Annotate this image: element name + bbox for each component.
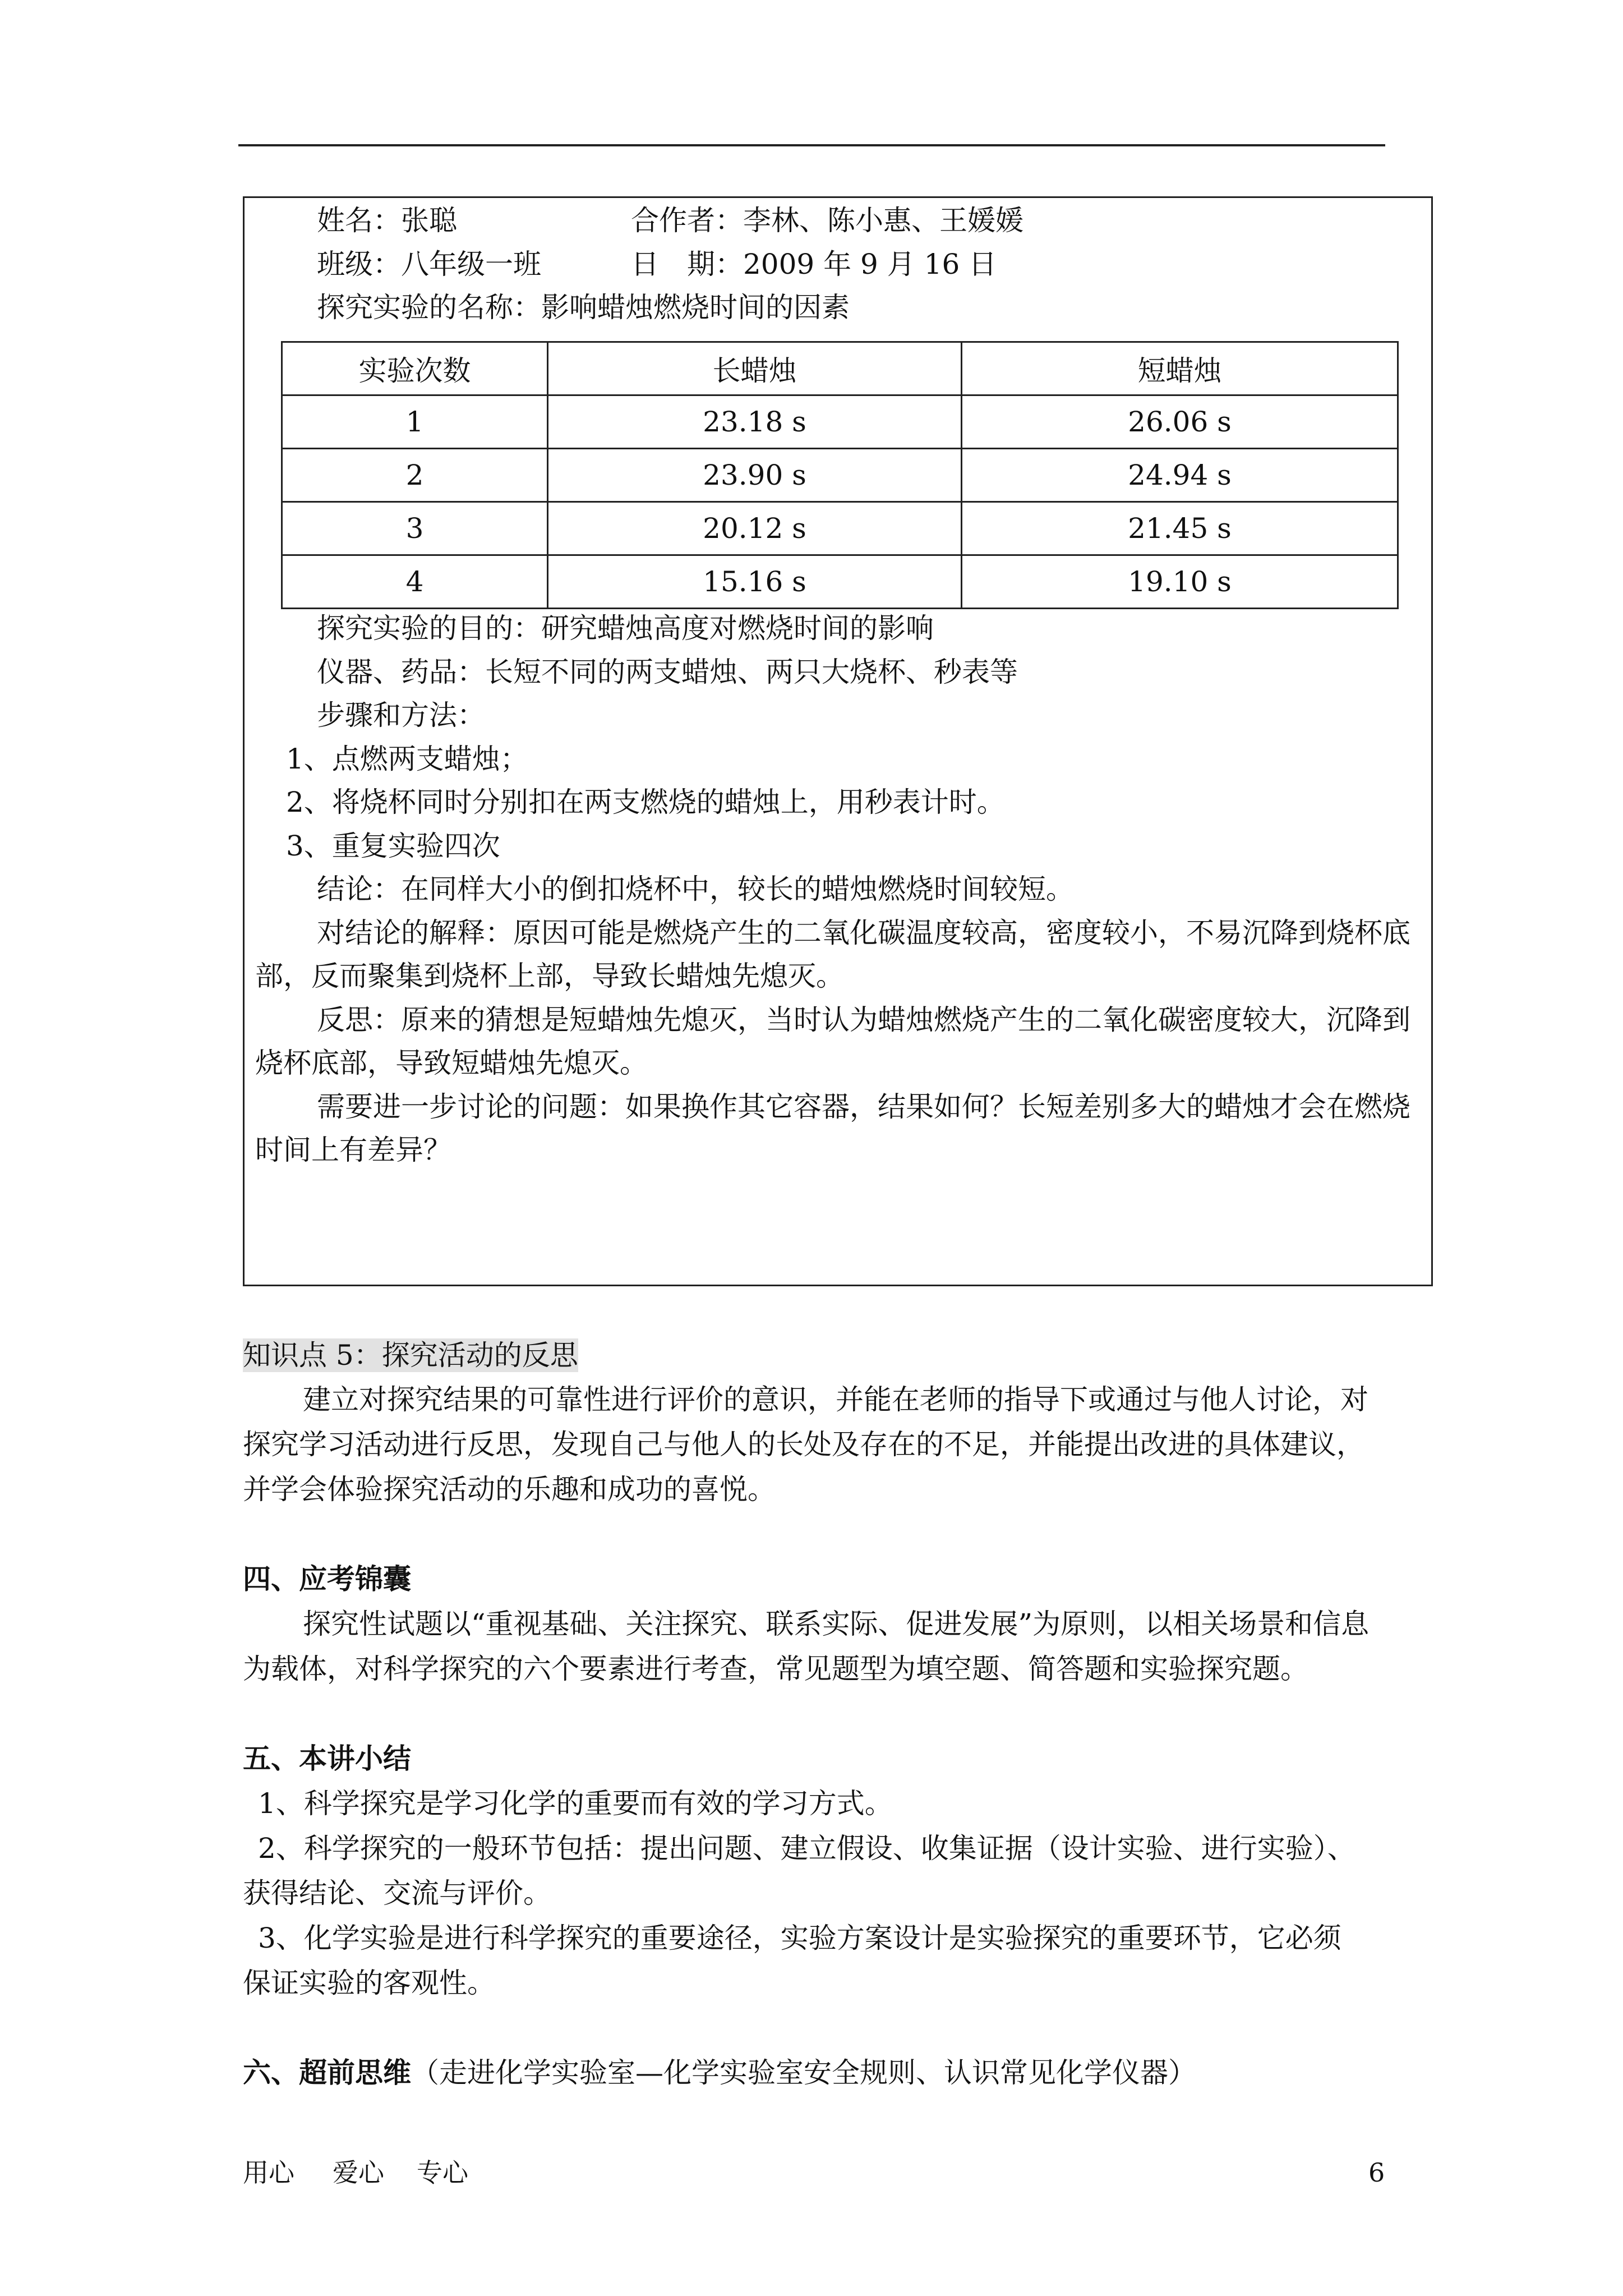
table-row: [282, 555, 1398, 609]
table-cell: 23.18 s: [548, 395, 962, 449]
table-cell: 15.16 s: [548, 555, 962, 609]
report-step: 2、将烧杯同时分别扣在两支燃烧的蜡烛上，用秒表计时。: [286, 786, 1005, 818]
table-cell: 19.10 s: [962, 555, 1398, 609]
table-cell: 24.94 s: [962, 449, 1398, 502]
table-row: [282, 449, 1398, 502]
results-table: [281, 341, 1399, 609]
table-header-cell: 实验次数: [282, 342, 548, 395]
report-partners: 合作者：李林、陈小惠、王媛媛: [631, 204, 1023, 237]
report-date: 日 期：2009 年 9 月 16 日: [631, 248, 997, 280]
report-step: 3、重复实验四次: [286, 830, 500, 862]
table-header-cell: 长蜡烛: [548, 342, 962, 395]
summary-line: 保证实验的客观性。: [243, 1967, 495, 1999]
section-heading: 四、应考锦囊: [243, 1562, 411, 1595]
section-heading: 六、超前思维: [243, 2056, 411, 2089]
summary-line: 3、化学实验是进行科学探究的重要途径，实验方案设计是实验探究的重要环节，它必须: [258, 1922, 1341, 1954]
table-cell: 1: [282, 395, 548, 449]
table-cell: 3: [282, 502, 548, 555]
table-row: [282, 395, 1398, 449]
report-steps-title: 步骤和方法：: [317, 699, 485, 731]
table-cell: 2: [282, 449, 548, 502]
report-class: 班级：八年级一班: [317, 248, 541, 280]
knowledge-point-heading: 知识点 5：探究活动的反思: [243, 1339, 578, 1372]
summary-line: 2、科学探究的一般环节包括：提出问题、建立假设、收集证据（设计实验、进行实验）、: [258, 1832, 1355, 1865]
report-step: 1、点燃两支蜡烛；: [286, 743, 528, 775]
paragraph-line: 探究性试题以“重视基础、关注探究、联系实际、促进发展”为原则，以相关场景和信息: [303, 1608, 1370, 1640]
footer-motto: 爱心: [333, 2157, 384, 2188]
report-materials: 仪器、药品：长短不同的两支蜡烛、两只大烧杯、秒表等: [317, 656, 1018, 688]
section-subtitle: （走进化学实验室—化学实验室安全规则、认识常见化学仪器）: [411, 2056, 1196, 2089]
footer-motto: 用心: [243, 2157, 294, 2188]
section-heading-with-subtitle: [243, 2056, 1196, 2090]
paragraph-line: 为载体，对科学探究的六个要素进行考查，常见题型为填空题、简答题和实验探究题。: [243, 1653, 1308, 1685]
paragraph-line: 并学会体验探究活动的乐趣和成功的喜悦。: [243, 1473, 776, 1506]
summary-line: 1、科学探究是学习化学的重要而有效的学习方式。: [258, 1787, 893, 1820]
summary-line: 获得结论、交流与评价。: [243, 1877, 551, 1910]
page-number: 6: [1368, 2157, 1385, 2188]
table-cell: 21.45 s: [962, 502, 1398, 555]
report-explanation: 部，反而聚集到烧杯上部，导致长蜡烛先熄灭。: [255, 960, 844, 992]
report-further-questions: 时间上有差异？: [255, 1134, 451, 1166]
paragraph-line: 探究学习活动进行反思，发现自己与他人的长处及存在的不足，并能提出改进的具体建议，: [243, 1428, 1364, 1461]
report-name: 姓名：张聪: [317, 204, 457, 237]
paragraph-line: 建立对探究结果的可靠性进行评价的意识，并能在老师的指导下或通过与他人讨论，对: [303, 1383, 1368, 1416]
report-reflection: 烧杯底部，导致短蜡烛先熄灭。: [255, 1047, 648, 1079]
table-cell: 20.12 s: [548, 502, 962, 555]
table-header-cell: 短蜡烛: [962, 342, 1398, 395]
report-reflection: 反思：原来的猜想是短蜡烛先熄灭，当时认为蜡烛燃烧产生的二氧化碳密度较大，沉降到: [317, 1004, 1410, 1036]
report-experiment-name: 探究实验的名称：影响蜡烛燃烧时间的因素: [317, 291, 850, 324]
table-header-row: [282, 342, 1398, 395]
table-cell: 26.06 s: [962, 395, 1398, 449]
table-cell: 23.90 s: [548, 449, 962, 502]
report-explanation: 对结论的解释：原因可能是燃烧产生的二氧化碳温度较高，密度较小，不易沉降到烧杯底: [317, 917, 1410, 949]
report-purpose: 探究实验的目的：研究蜡烛高度对燃烧时间的影响: [317, 612, 934, 645]
header-rule: [238, 144, 1385, 146]
report-conclusion: 结论：在同样大小的倒扣烧杯中，较长的蜡烛燃烧时间较短。: [317, 873, 1074, 905]
table-cell: 4: [282, 555, 548, 609]
section-heading: 五、本讲小结: [243, 1742, 411, 1775]
table-row: [282, 502, 1398, 555]
footer-motto: 专心: [417, 2157, 468, 2188]
report-further-questions: 需要进一步讨论的问题：如果换作其它容器，结果如何？长短差别多大的蜡烛才会在燃烧: [317, 1091, 1410, 1123]
